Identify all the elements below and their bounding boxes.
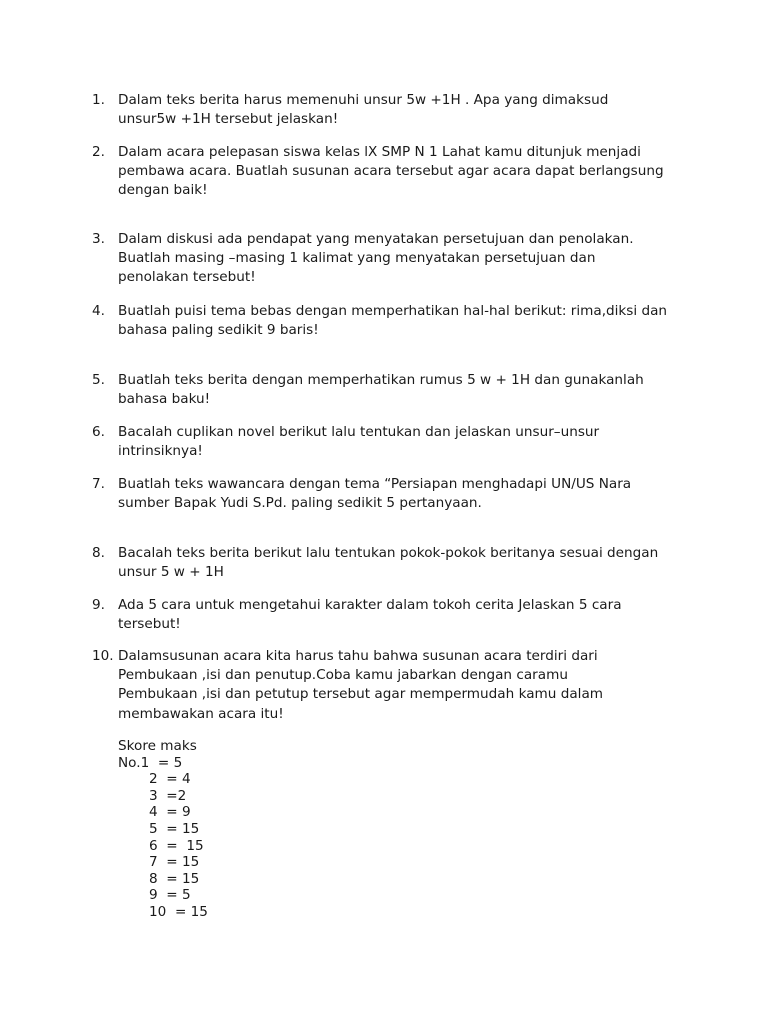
question-line: bahasa baku! [118,391,211,408]
score-row: 4 = 9 [149,804,191,821]
score-row: 8 = 15 [149,870,200,887]
question-number: 4. [92,303,105,319]
question-line: bahasa paling sedikit 9 baris! [118,322,319,339]
question-text [118,91,688,129]
question-line: sumber Bapak Yudi S.Pd. paling sedikit 5 pertanyaan. [118,495,482,512]
question-line: dengan baik! [118,182,208,199]
question-text [118,475,688,513]
question-line: unsur5w +1H tersebut jelaskan! [118,111,339,128]
question-line: Buatlah masing –masing 1 kalimat yang menyatakan persetujuan dan [118,250,596,267]
score-title: Skore maks [118,738,197,754]
score-row: 2 = 4 [149,771,191,788]
question-line: Pembukaan ,isi dan penutup.Coba kamu jabarkan dengan caramu [118,667,568,684]
question-number: 9. [92,597,105,613]
question-number: 3. [92,231,105,247]
question-line: Bacalah cuplikan novel berikut lalu tentukan dan jelaskan unsur–unsur [118,424,600,440]
question-line: Dalam diskusi ada pendapat yang menyatakan persetujuan dan penolakan. [118,231,634,247]
question-line: unsur 5 w + 1H [118,564,224,581]
question-text [118,596,688,634]
question-line: Pembukaan ,isi dan petutup tersebut agar mempermudah kamu dalam [118,686,604,703]
question-text [118,230,688,288]
question-number: 10. [92,648,114,664]
question-number: 1. [92,92,105,108]
score-row: 3 =2 [149,787,187,804]
question-line: intrinsiknya! [118,443,203,460]
score-row: 9 = 5 [149,887,191,904]
question-number: 7. [92,476,105,492]
question-number: 8. [92,545,105,561]
question-line: tersebut! [118,616,181,633]
question-line: Bacalah teks berita berikut lalu tentukan pokok-pokok beritanya sesuai dengan [118,545,659,561]
question-number: 2. [92,144,105,160]
score-row: 6 = 15 [149,837,204,854]
question-line: Buatlah teks berita dengan memperhatikan rumus 5 w + 1H dan gunakanlah [118,372,644,388]
question-line: Buatlah puisi tema bebas dengan memperhatikan hal-hal berikut: rima,diksi dan [118,303,668,319]
question-line: Buatlah teks wawancara dengan tema “Persiapan menghadapi UN/US Nara [118,476,632,492]
question-line: penolakan tersebut! [118,269,256,286]
score-row: No.1 = 5 [118,754,183,771]
question-line: pembawa acara. Buatlah susunan acara tersebut agar acara dapat berlangsung [118,163,664,180]
question-line: Dalam teks berita harus memenuhi unsur 5w +1H . Apa yang dimaksud [118,92,609,108]
question-line: Ada 5 cara untuk mengetahui karakter dalam tokoh cerita Jelaskan 5 cara [118,597,622,613]
score-row: 5 = 15 [149,820,200,837]
question-number: 6. [92,424,105,440]
score-row: 10 = 15 [149,903,208,920]
question-line: Dalamsusunan acara kita harus tahu bahwa susunan acara terdiri dari [118,648,598,664]
question-line: Dalam acara pelepasan siswa kelas lX SMP N 1 Lahat kamu ditunjuk menjadi [118,144,641,160]
question-line: membawakan acara itu! [118,705,284,722]
question-text [118,423,688,461]
score-table [118,738,208,921]
question-text [118,647,688,724]
question-text [118,544,688,582]
score-row: 7 = 15 [149,854,200,871]
question-number: 5. [92,372,105,388]
question-text [118,302,688,340]
question-text [118,371,688,409]
question-text [118,143,688,201]
